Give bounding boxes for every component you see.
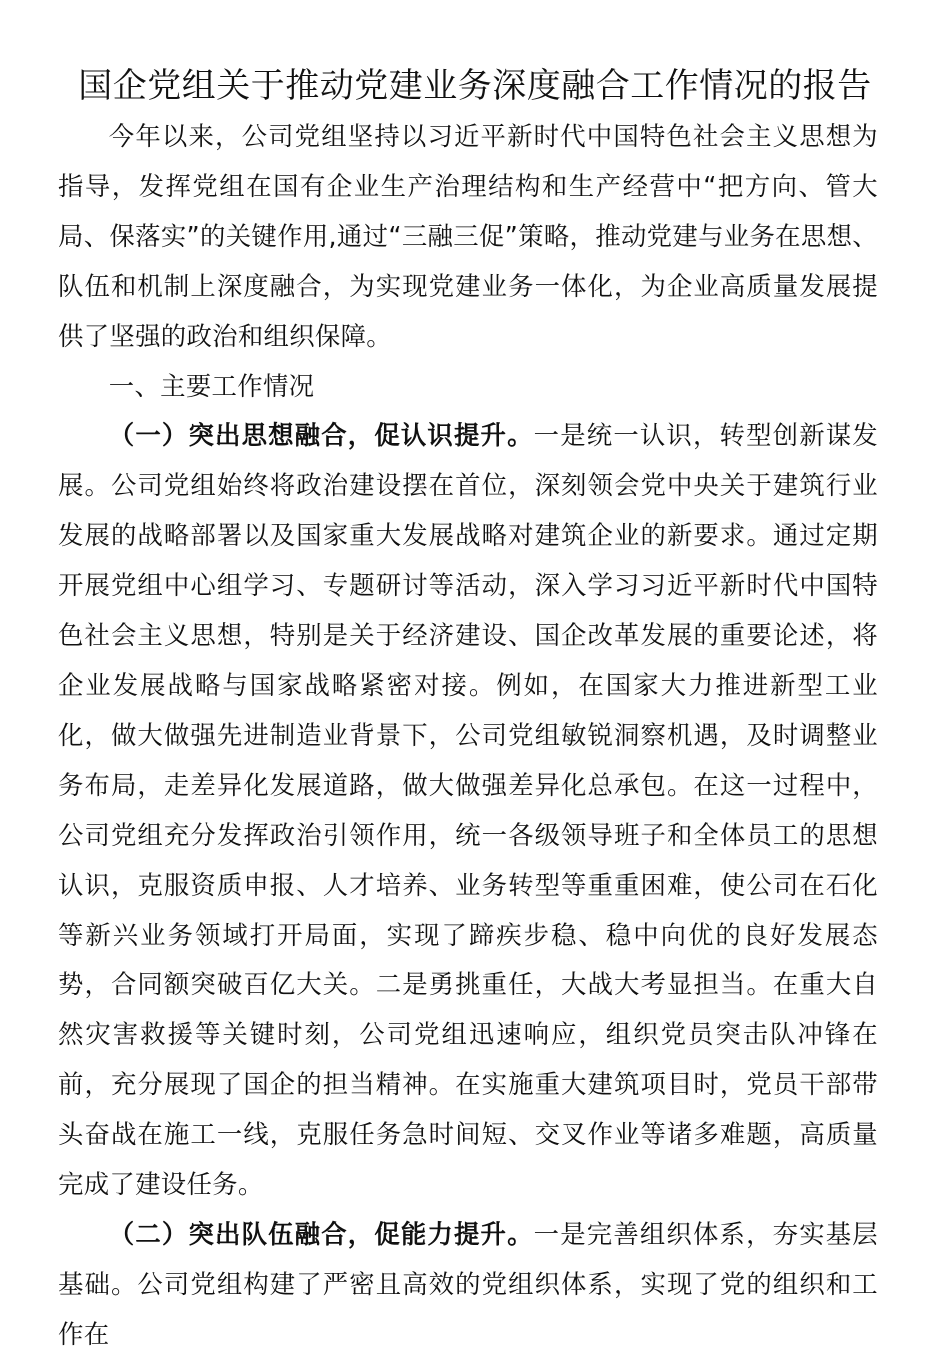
subsection-2-paragraph [58, 1210, 878, 1360]
subsection-1-lead: （一）突出思想融合，促认识提升。 [108, 420, 534, 451]
subsection-2-lead: （二）突出队伍融合，促能力提升。 [108, 1218, 534, 1249]
document-title: 国企党组关于推动党建业务深度融合工作情况的报告 [78, 66, 872, 106]
subsection-1-paragraph [58, 411, 878, 1210]
subsection-2-text: 一是完善组织体系，夯实基层基础。公司党组构建了严密且高效的党组织体系，实现了党的组织和工作在 [58, 1218, 878, 1349]
subsection-1-text: 一是统一认识，转型创新谋发展。公司党组始终将政治建设摆在首位，深刻领会党中央关于建筑行业发展的战略部署以及国家重大发展战略对建筑企业的新要求。通过定期开展党组中心组学习、专题研讨等活动，深入学习习近平新时代中国特色社会主义思想，特别是关于经济建设、国企改革发展的重要论述，将企业发展战略与国家战略紧密对接。例如，在国家大力推进新型工业化，做大做强先进制造业背景下，公司党组敏锐洞察机遇，及时调整业务布局，走差异化发展道路，做大做强差异化总承包。在这一过程中，公司党组充分发挥政治引领作用，统一各级领导班子和全体员工的思想认识，克服资质申报、人才培养、业务转型等重重困难，使公司在石化等新兴业务领域打开局面，实现了蹄疾步稳、稳中向优的良好发展态势，合同额突破百亿大关。二是勇挑重任，大战大考显担当。在重大自然灾害救援等关键时刻，公司党组迅速响应，组织党员突击队冲锋在前，充分展现了国企的担当精神。在实施重大建筑项目时，党员干部带头奋战在施工一线，克服任务急时间短、交叉作业等诸多难题，高质量完成了建设任务。 [58, 420, 878, 1200]
document-body [58, 112, 878, 1360]
section-heading: 一、主要工作情况 [108, 370, 315, 401]
intro-paragraph: 今年以来，公司党组坚持以习近平新时代中国特色社会主义思想为指导，发挥党组在国有企业生产治理结构和生产经营中“把方向、管大局、保落实”的关键作用,通过“三融三促”策略，推动党建与业务在思想、队伍和机制上深度融合，为实现党建业务一体化，为企业高质量发展提供了坚强的政治和组织保障。 [58, 121, 878, 351]
